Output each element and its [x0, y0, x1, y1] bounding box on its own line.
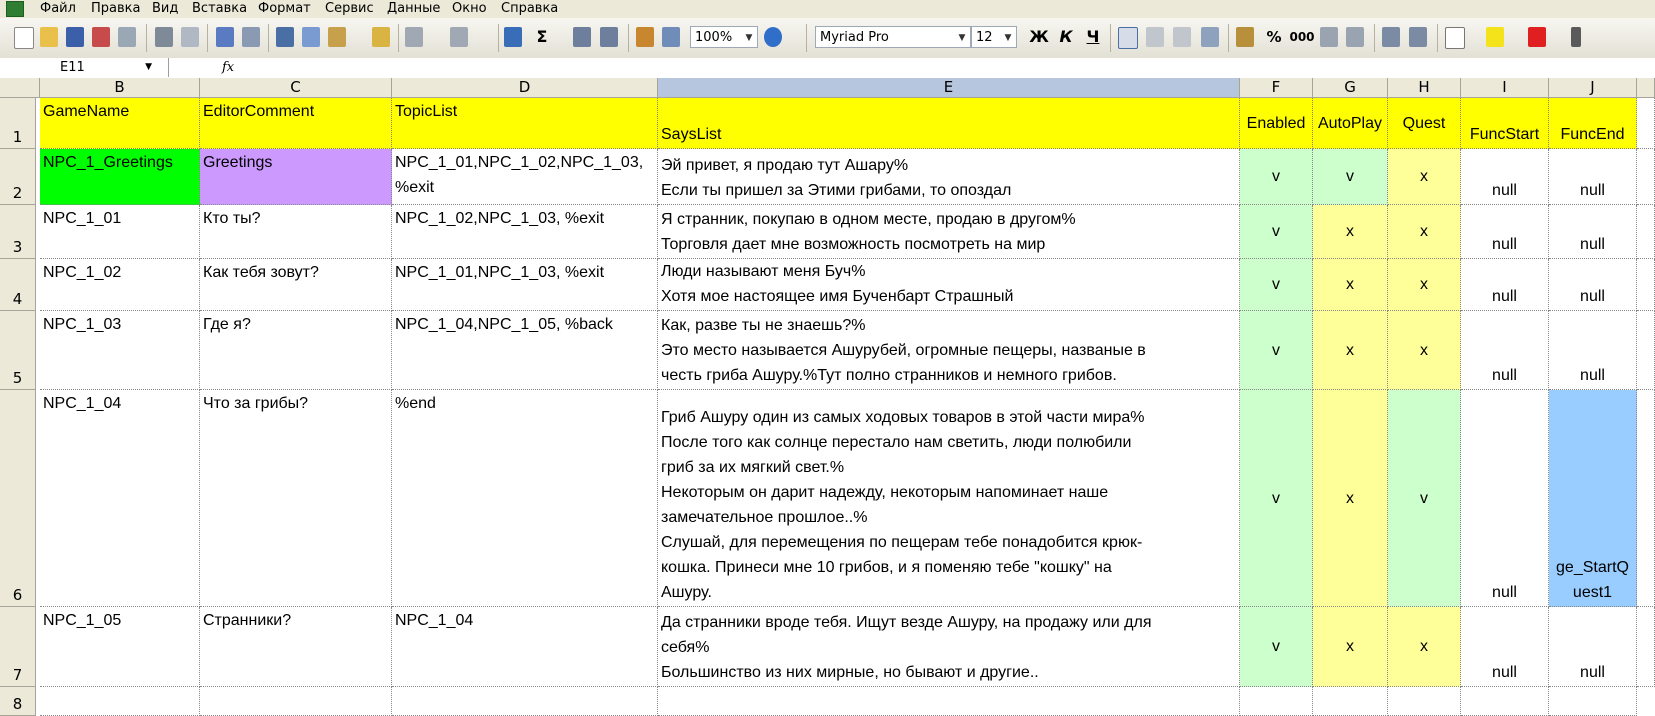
menu-window[interactable]: Окно: [452, 1, 487, 16]
row-header[interactable]: [0, 98, 36, 149]
cell-value: %end: [395, 395, 436, 412]
says-list-cell[interactable]: [658, 149, 1240, 205]
empty-cell[interactable]: [1637, 390, 1655, 607]
enabled-cell[interactable]: [1240, 311, 1313, 390]
empty-cell[interactable]: [1637, 259, 1655, 311]
header-label: Enabled: [1246, 114, 1306, 132]
menu-view[interactable]: Вид: [152, 1, 179, 16]
row-number: 6: [12, 586, 23, 604]
cell-value: null: [1580, 182, 1605, 199]
topic-list-cell[interactable]: [392, 259, 658, 311]
says-list-cell[interactable]: [658, 311, 1240, 390]
funcstart-cell[interactable]: [1461, 259, 1549, 311]
column-header-c[interactable]: C: [200, 78, 392, 98]
name-box-value: E11: [60, 60, 85, 75]
funcstart-cell[interactable]: [1461, 311, 1549, 390]
cell-value: Где я?: [203, 316, 251, 333]
font-name-value: Myriad Pro: [820, 30, 889, 45]
funcstart-cell[interactable]: [1461, 149, 1549, 205]
gamename-cell[interactable]: [40, 205, 200, 259]
open-icon[interactable]: [40, 27, 58, 47]
cell-value: Я странник, покупаю в одном месте, продаю в другом% Торговля дает мне возможность посмотреть на мир: [661, 211, 1076, 253]
cell-value: NPC_1_04,NPC_1_05, %back: [395, 316, 613, 333]
bold-button[interactable]: Ж: [1029, 27, 1049, 46]
gamename-cell[interactable]: [40, 390, 200, 607]
cell-value: NPC_1_Greetings: [43, 154, 173, 171]
cell-value: Как тебя зовут?: [203, 264, 319, 281]
empty-cell[interactable]: [392, 687, 658, 716]
funcend-cell[interactable]: [1549, 205, 1637, 259]
cell-value: null: [1580, 288, 1605, 305]
header-cell-quest[interactable]: [1388, 98, 1461, 149]
cell-value: v: [1272, 638, 1280, 655]
empty-cell[interactable]: [200, 687, 392, 716]
header-label: SaysList: [661, 126, 722, 143]
cell-value: NPC_1_03: [43, 316, 122, 333]
cell-value: null: [1492, 584, 1517, 601]
funcend-cell[interactable]: [1549, 390, 1637, 607]
header-cell-funcend[interactable]: [1549, 98, 1637, 149]
menu-data[interactable]: Данные: [387, 1, 441, 16]
name-box[interactable]: [0, 58, 169, 77]
cell-value: Да странники вроде тебя. Ищут везде Ашуру, на продажу или для себя% Большинство из них мирные, но бывают и другие..: [661, 614, 1152, 681]
quest-cell[interactable]: [1388, 149, 1461, 205]
cell-value: v: [1346, 168, 1354, 185]
funcend-cell[interactable]: [1549, 607, 1637, 687]
enabled-cell[interactable]: [1240, 259, 1313, 311]
topic-list-cell[interactable]: [392, 205, 658, 259]
percent-button[interactable]: %: [1266, 28, 1282, 46]
cell-value: Эй привет, я продаю тут Ашару% Если ты пришел за Этими грибами, то опоздал: [661, 157, 1012, 199]
funcstart-cell[interactable]: [1461, 205, 1549, 259]
column-header-f[interactable]: F: [1240, 78, 1313, 98]
toolbar-separator: [1437, 24, 1438, 52]
column-header-j[interactable]: J: [1549, 78, 1637, 98]
toolbar-separator: [806, 24, 807, 52]
chevron-down-icon: ▼: [1004, 33, 1012, 43]
empty-cell[interactable]: [40, 687, 200, 716]
row-number: 7: [12, 666, 23, 684]
cell-value: null: [1492, 288, 1517, 305]
row-number: 3: [12, 238, 23, 256]
borders-icon[interactable]: [1445, 27, 1465, 49]
empty-cell[interactable]: [658, 687, 1240, 716]
quest-cell[interactable]: [1388, 390, 1461, 607]
editor-comment-cell[interactable]: [200, 205, 392, 259]
row-header[interactable]: [0, 205, 36, 259]
toolbar-separator: [268, 24, 269, 52]
editor-comment-cell[interactable]: [200, 149, 392, 205]
redo-icon[interactable]: [450, 27, 468, 47]
empty-cell[interactable]: [1388, 687, 1461, 716]
new-icon[interactable]: [14, 27, 34, 49]
sort-ascending-icon[interactable]: [573, 27, 591, 47]
align-center-icon[interactable]: [1146, 27, 1164, 47]
copy-icon[interactable]: [302, 27, 320, 47]
cell-value: Люди называют меня Буч% Хотя мое настоящее имя Бученбарт Страшный: [661, 263, 1014, 305]
editor-comment-cell[interactable]: [200, 259, 392, 311]
menu-help[interactable]: Справка: [501, 1, 559, 16]
header-cell-gamename[interactable]: GameName: [40, 98, 200, 149]
empty-cell[interactable]: [1637, 607, 1655, 687]
gamename-cell[interactable]: [40, 259, 200, 311]
cell-value: x: [1346, 489, 1354, 507]
decrease-decimal-icon[interactable]: [1346, 27, 1364, 47]
gamename-cell[interactable]: [40, 311, 200, 390]
empty-cell[interactable]: [1637, 98, 1655, 149]
quest-cell[interactable]: [1388, 607, 1461, 687]
italic-button[interactable]: К: [1059, 27, 1073, 46]
menu-tools[interactable]: Сервис: [325, 1, 374, 16]
research-icon[interactable]: [242, 27, 260, 47]
gamename-cell[interactable]: [40, 607, 200, 687]
cell-value: null: [1580, 367, 1605, 384]
header-cell-enabled[interactable]: [1240, 98, 1313, 149]
cell-value: NPC_1_01,NPC_1_03, %exit: [395, 264, 605, 281]
funcend-cell[interactable]: [1549, 149, 1637, 205]
menu-format[interactable]: Формат: [258, 1, 311, 16]
cell-value: x: [1346, 638, 1354, 655]
chevron-down-icon: ▼: [745, 33, 753, 43]
cell-value: null: [1492, 367, 1517, 384]
cell-value: Greetings: [203, 154, 273, 171]
align-right-icon[interactable]: [1173, 27, 1191, 47]
help-icon[interactable]: [764, 27, 782, 47]
cell-value: v: [1272, 223, 1280, 240]
cell-value: null: [1492, 236, 1517, 253]
toolbar-separator: [398, 24, 399, 52]
cell-value: NPC_1_01,NPC_1_02,NPC_1_03, %exit: [395, 154, 644, 196]
cell-value: Кто ты?: [203, 210, 261, 227]
sort-descending-icon[interactable]: [600, 27, 618, 47]
merge-center-icon[interactable]: [1201, 27, 1219, 47]
empty-cell[interactable]: [1313, 687, 1388, 716]
header-label: AutoPlay: [1317, 114, 1383, 132]
cell-value: Как, разве ты не знаешь?% Это место называется Ашурубей, огромные пещеры, названые в честь гриба Ашуру.%Тут полно странников и немного грибов.: [661, 317, 1146, 384]
undo-icon[interactable]: [405, 27, 423, 47]
row-header[interactable]: [0, 311, 36, 390]
spelling-icon[interactable]: [216, 27, 234, 47]
topic-list-cell[interactable]: [392, 149, 658, 205]
font-color-icon[interactable]: [1528, 27, 1546, 47]
row-number: 8: [12, 695, 23, 713]
column-header-i[interactable]: I: [1461, 78, 1549, 98]
chevron-down-icon: ▼: [958, 33, 966, 43]
fill-color-icon[interactable]: [1486, 27, 1504, 47]
paste-icon[interactable]: [328, 27, 346, 47]
editor-comment-cell[interactable]: [200, 390, 392, 607]
column-header-k[interactable]: [1637, 78, 1655, 98]
decrease-indent-icon[interactable]: [1382, 27, 1400, 47]
cell-value: v: [1272, 276, 1280, 293]
autoplay-cell[interactable]: [1313, 149, 1388, 205]
cell-value: x: [1346, 341, 1354, 359]
topic-list-cell[interactable]: [392, 390, 658, 607]
toolbar: [0, 18, 1655, 59]
toolbar-separator: [498, 24, 499, 52]
format-painter-icon[interactable]: [372, 27, 390, 47]
column-header-h[interactable]: H: [1388, 78, 1461, 98]
cell-value: x: [1420, 638, 1428, 655]
funcend-cell[interactable]: [1549, 259, 1637, 311]
spreadsheet-grid: [0, 78, 1655, 716]
empty-cell[interactable]: [1637, 149, 1655, 205]
row-header[interactable]: [0, 390, 36, 607]
font-name-select[interactable]: [815, 26, 971, 48]
topic-list-cell[interactable]: [392, 311, 658, 390]
empty-cell[interactable]: [1637, 205, 1655, 259]
header-cell-topiclist[interactable]: TopicList: [392, 98, 658, 149]
toolbar-separator: [1110, 24, 1111, 52]
cell-value: ge_StartQuest1: [1556, 559, 1629, 601]
header-cell-funcstart[interactable]: [1461, 98, 1549, 149]
editor-comment-cell[interactable]: [200, 607, 392, 687]
header-label: FuncEnd: [1560, 126, 1625, 143]
currency-icon[interactable]: [1236, 27, 1254, 47]
empty-cell[interactable]: [1461, 687, 1549, 716]
cell-value: null: [1580, 236, 1605, 253]
cut-icon[interactable]: [276, 27, 294, 47]
empty-cell[interactable]: [1549, 687, 1637, 716]
header-cell-autoplay[interactable]: [1313, 98, 1388, 149]
cell-value: x: [1420, 168, 1428, 185]
toolbar-separator: [1374, 24, 1375, 52]
quest-cell[interactable]: [1388, 311, 1461, 390]
zoom-value: 100%: [695, 30, 733, 45]
underline-button[interactable]: Ч: [1086, 27, 1100, 46]
column-header-d[interactable]: D: [392, 78, 658, 98]
toolbar-separator: [146, 24, 147, 52]
cell-value: null: [1580, 664, 1605, 681]
toolbar-separator: [207, 24, 208, 52]
cell-value: null: [1492, 664, 1517, 681]
menu-edit[interactable]: Правка: [91, 1, 141, 16]
cell-value: x: [1420, 276, 1428, 293]
font-size-select[interactable]: [971, 26, 1017, 48]
header-cell-sayslist[interactable]: [658, 98, 1240, 149]
editor-comment-cell[interactable]: [200, 311, 392, 390]
cell-value: Странники?: [203, 612, 292, 629]
funcend-cell[interactable]: [1549, 311, 1637, 390]
hyperlink-icon[interactable]: [504, 27, 522, 47]
cell-value: Что за грибы?: [203, 395, 309, 412]
enabled-cell[interactable]: [1240, 149, 1313, 205]
autoplay-cell[interactable]: [1313, 311, 1388, 390]
function-icon[interactable]: fx: [222, 60, 235, 75]
autoplay-cell[interactable]: [1313, 607, 1388, 687]
row-number: 2: [12, 184, 23, 202]
empty-cell[interactable]: [1240, 687, 1313, 716]
cell-value: v: [1272, 341, 1280, 359]
chart-wizard-icon[interactable]: [636, 27, 654, 47]
autoplay-cell[interactable]: [1313, 205, 1388, 259]
topic-list-cell[interactable]: [392, 607, 658, 687]
formula-bar: [0, 58, 1655, 79]
excel-app-icon[interactable]: [6, 1, 24, 17]
says-list-cell[interactable]: [658, 390, 1240, 607]
empty-cell[interactable]: [1637, 311, 1655, 390]
save-icon[interactable]: [66, 27, 84, 47]
email-icon[interactable]: [118, 27, 136, 47]
column-header-b[interactable]: B: [40, 78, 200, 98]
header-label: FuncStart: [1469, 126, 1540, 143]
toolbar-options-icon[interactable]: [1571, 27, 1581, 47]
row-header[interactable]: [0, 607, 36, 687]
cell-value: v: [1420, 489, 1428, 507]
cell-value: NPC_1_05: [43, 612, 122, 629]
funcstart-cell[interactable]: [1461, 607, 1549, 687]
row-header[interactable]: [0, 259, 36, 311]
thousands-button[interactable]: 000: [1289, 30, 1315, 44]
cell-value: NPC_1_04: [395, 612, 474, 629]
select-all-corner[interactable]: [0, 78, 40, 98]
print-preview-icon[interactable]: [181, 27, 199, 47]
toolbar-separator: [1228, 24, 1229, 52]
funcstart-cell[interactable]: [1461, 390, 1549, 607]
cell-value: v: [1272, 489, 1280, 507]
cell-value: x: [1346, 276, 1354, 293]
cell-value: NPC_1_04: [43, 395, 122, 412]
cell-value: NPC_1_01: [43, 210, 122, 227]
drawing-icon[interactable]: [662, 27, 680, 47]
increase-indent-icon[interactable]: [1409, 27, 1427, 47]
menu-insert[interactable]: Вставка: [192, 1, 248, 16]
cell-value: x: [1420, 341, 1428, 359]
print-icon[interactable]: [155, 27, 173, 47]
align-left-icon[interactable]: [1118, 27, 1138, 49]
row-number: 1: [12, 128, 23, 146]
chevron-down-icon[interactable]: ▼: [145, 62, 152, 72]
font-size-value: 12: [976, 30, 993, 45]
says-list-cell[interactable]: [658, 205, 1240, 259]
menu-bar: [0, 0, 1655, 18]
increase-decimal-icon[interactable]: [1320, 27, 1338, 47]
enabled-cell[interactable]: [1240, 205, 1313, 259]
cell-value: x: [1420, 223, 1428, 240]
row-number: 4: [12, 290, 23, 308]
quest-cell[interactable]: [1388, 205, 1461, 259]
permission-icon[interactable]: [92, 27, 110, 47]
cell-value: null: [1492, 182, 1517, 199]
cell-value: Гриб Ашуру один из самых ходовых товаров в этой части мира% После того как солнце перестало нам светить, люди полюбили гриб за их мягкий свет.% Некоторым он дарит надежду, некоторым напоминает наше замечательное прошлое..% Слушай, для перемещения по пещерам тебе понадобится крюк- кошка. Принеси мне 10 грибов, и я поменяю тебе "кошку" на Ашуру.: [661, 409, 1145, 601]
autoplay-cell[interactable]: [1313, 259, 1388, 311]
cell-value: x: [1346, 223, 1354, 240]
gamename-cell[interactable]: [40, 149, 200, 205]
row-number: 5: [12, 369, 23, 387]
says-list-cell[interactable]: [658, 259, 1240, 311]
autosum-button[interactable]: Σ: [536, 27, 548, 46]
toolbar-separator: [628, 24, 629, 52]
header-cell-editorcomment[interactable]: EditorComment: [200, 98, 392, 149]
autoplay-cell[interactable]: [1313, 390, 1388, 607]
header-label: Quest: [1402, 114, 1446, 132]
says-list-cell[interactable]: [658, 607, 1240, 687]
column-header-g[interactable]: G: [1313, 78, 1388, 98]
cell-value: NPC_1_02,NPC_1_03, %exit: [395, 210, 605, 227]
cell-value: NPC_1_02: [43, 264, 122, 281]
row-header[interactable]: [0, 687, 36, 716]
column-header-e[interactable]: E: [658, 78, 1240, 98]
cell-value: v: [1272, 168, 1280, 185]
menu-file[interactable]: Файл: [40, 1, 76, 16]
zoom-select[interactable]: [690, 26, 758, 48]
enabled-cell[interactable]: [1240, 607, 1313, 687]
enabled-cell[interactable]: [1240, 390, 1313, 607]
quest-cell[interactable]: [1388, 259, 1461, 311]
row-header[interactable]: [0, 149, 36, 205]
